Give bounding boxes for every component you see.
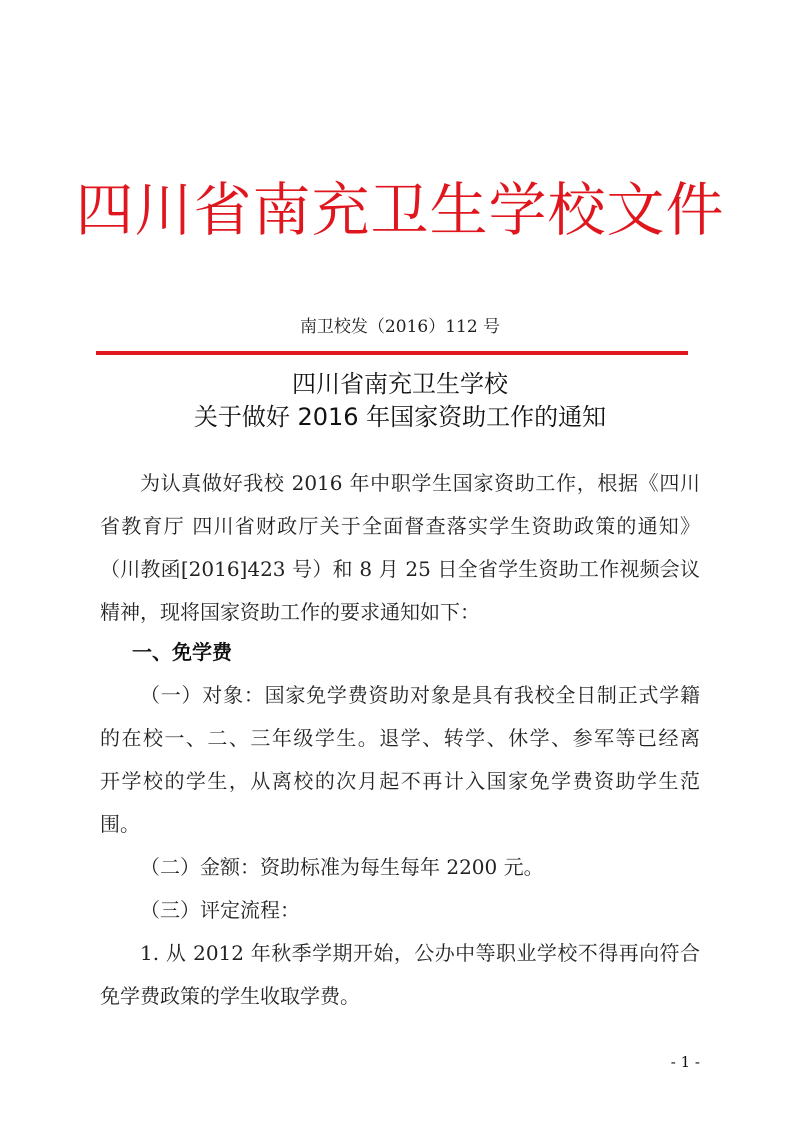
red-divider-line (96, 351, 688, 355)
process-line-1: 1. 从 2012 年秋季学期开始，公办中等职业学校不得再向符合 (140, 941, 700, 965)
notice-title-line-1: 四川省南充卫生学校 (292, 370, 508, 398)
document-number: 南卫校发（2016）112 号 (299, 317, 501, 337)
object-line-2: 的在校一、二、三年级学生。退学、转学、休学、参军等已经离 (100, 726, 700, 750)
amount-line: （二）金额：资助标准为每生每年 2200 元。 (140, 855, 544, 879)
object-line-1: （一）对象：国家免学费资助对象是具有我校全日制正式学籍 (140, 683, 700, 707)
process-line-2: 免学费政策的学生收取学费。 (100, 984, 360, 1008)
notice-title-line-2: 关于做好 2016 年国家资助工作的通知 (193, 403, 607, 431)
document-header-title: 四川省南充卫生学校文件 (75, 176, 725, 244)
process-heading: （三）评定流程： (140, 898, 300, 922)
intro-line-1: 为认真做好我校 2016 年中职学生国家资助工作，根据《四川 (140, 471, 700, 495)
intro-line-2: 省教育厅 四川省财政厅关于全面督查落实学生资助政策的通知》 (100, 514, 700, 538)
intro-line-3: （川教函[2016]423 号）和 8 月 25 日全省学生资助工作视频会议 (100, 557, 700, 581)
object-line-4: 围。 (100, 812, 140, 836)
intro-line-4: 精神，现将国家资助工作的要求通知如下： (100, 600, 480, 624)
section-heading-1: 一、免学费 (132, 640, 232, 664)
object-line-3: 开学校的学生，从离校的次月起不再计入国家免学费资助学生范 (100, 769, 700, 793)
page-number: - 1 - (670, 1053, 700, 1071)
